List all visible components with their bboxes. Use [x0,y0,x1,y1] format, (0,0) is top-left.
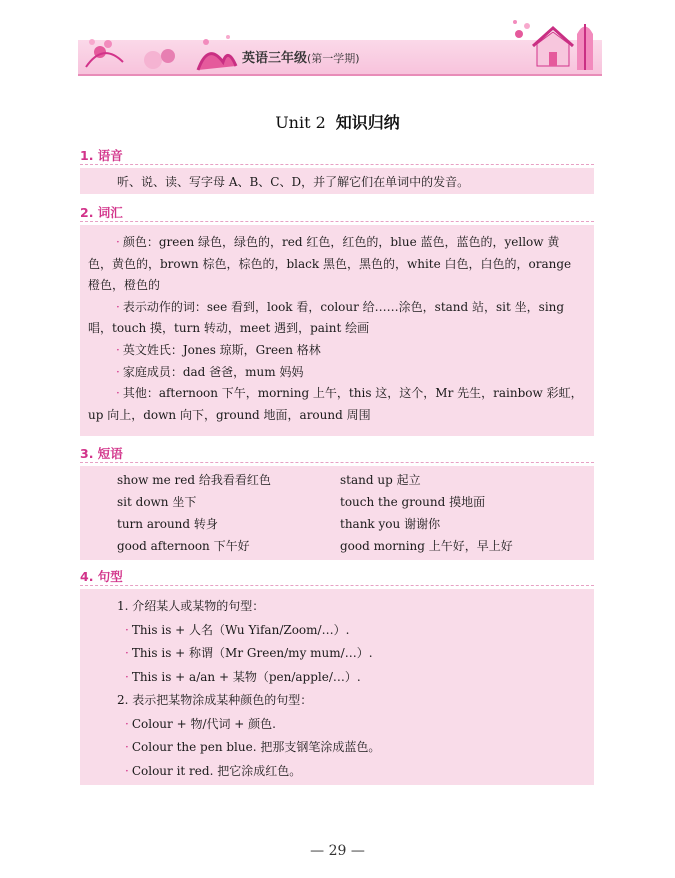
unit-topic: 知识归纳 [335,113,400,132]
phrase-item: good morning 上午好，早上好 [340,539,513,553]
vocab-line: 唱，touch 摸，turn 转动，meet 遇到，paint 绘画 [88,321,370,336]
phrase-item: stand up 起立 [340,473,421,487]
pattern-line: · This is + a/an + 某物（pen/apple/…）. [125,669,361,684]
section-heading-vocabulary: 2. 词汇 [80,205,123,220]
header-flowers-left-decoration [78,22,238,74]
bullet-dot-icon: · [116,235,120,249]
section-divider [80,585,594,586]
pattern-line: · Colour the pen blue. 把那支钢笔涂成蓝色。 [125,740,381,754]
pattern-line: 2. 表示把某物涂成某种颜色的句型： [117,693,313,707]
vocab-line: · 表示动作的词：see 看到，look 看，colour 给……涂色，stand 站，sit 坐，sing [116,299,565,314]
bullet-dot-icon: · [125,622,129,637]
bullet-dot-icon: · [125,669,129,684]
section-box-phrases [80,466,594,560]
phrase-item: touch the ground 摸地面 [340,495,486,509]
pattern-line: · Colour + 物/代词 + 颜色. [125,716,276,731]
section-heading-pronunciation: 1. 语音 [80,148,123,163]
phrase-item: thank you 谢谢你 [340,517,441,531]
section-box-sentence-patterns [80,589,594,785]
bullet-dot-icon: · [116,299,120,314]
section-box-pronunciation [80,168,594,194]
bullet-dot-icon: · [116,386,120,401]
unit-number: Unit 2 [275,113,326,132]
pattern-line: · This is + 人名（Wu Yifan/Zoom/…）. [125,622,350,637]
section-divider [80,462,594,463]
section-line: 听、说、读、写字母 A、B、C、D，并了解它们在单词中的发音。 [117,175,470,189]
phrase-item: show me red 给我看看红色 [117,473,271,487]
header-term: (第一学期) [307,52,360,65]
pattern-line: · This is + 称谓（Mr Green/my mum/…）. [125,646,373,660]
vocab-line: · 颜色：green 绿色，绿色的，red 红色，红色的，blue 蓝色，蓝色的，yellow 黄 [116,235,560,249]
page-number: — 29 — [310,843,365,859]
section-divider [80,221,594,222]
bullet-dot-icon: · [125,646,129,660]
bullet-dot-icon: · [125,763,129,778]
page-title [0,110,675,133]
section-box-vocabulary [80,225,594,436]
phrase-item: turn around 转身 [117,517,218,531]
header-title [242,47,360,66]
bullet-dot-icon: · [125,740,129,754]
phrase-item: sit down 坐下 [117,495,197,509]
vocab-line: · 英文姓氏：Jones 琼斯，Green 格林 [116,342,321,357]
pattern-line: 1. 介绍某人或某物的句型： [117,599,265,613]
vocab-line: 橙色，橙色的 [88,278,161,293]
header-title-text: 英语三年级 [242,51,308,66]
section-heading-sentence-patterns: 4. 句型 [80,569,123,584]
bullet-dot-icon: · [125,716,129,731]
header-house-right-decoration [505,14,605,74]
vocab-line: up 向上，down 向下，ground 地面，around 周围 [88,407,371,422]
section-divider [80,164,594,165]
pattern-line: · Colour it red. 把它涂成红色。 [125,763,302,778]
vocab-line: · 家庭成员：dad 爸爸，mum 妈妈 [116,364,304,379]
bullet-dot-icon: · [116,364,120,379]
section-heading-phrases: 3. 短语 [80,446,123,461]
vocab-line: 色，黄色的，brown 棕色，棕色的，black 黑色，黑色的，white 白色，白色的，orange [88,256,572,271]
phrase-item: good afternoon 下午好 [117,539,250,553]
vocab-line: · 其他：afternoon 下午，morning 上午，this 这，这个，Mr 先生，rainbow 彩虹， [116,386,583,401]
bullet-dot-icon: · [116,342,120,357]
